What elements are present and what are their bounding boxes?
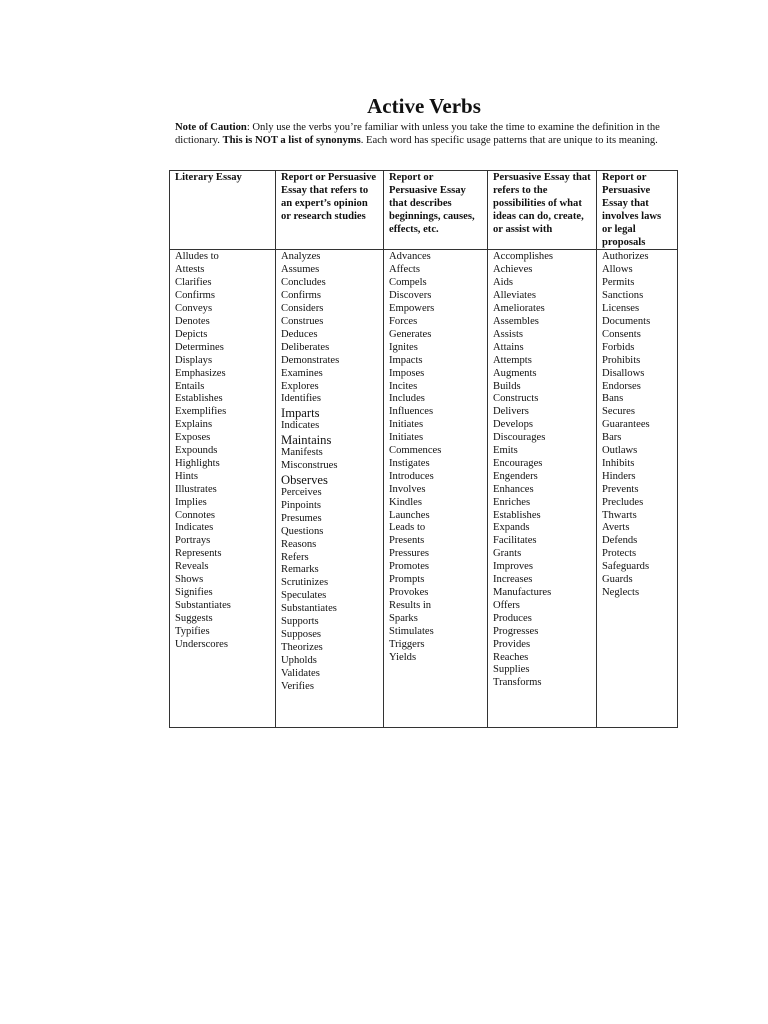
verb-item: Discourages bbox=[493, 432, 546, 444]
verb-item: Illustrates bbox=[175, 483, 217, 495]
verb-item: Typifies bbox=[175, 625, 210, 637]
verb-item: Highlights bbox=[175, 457, 220, 469]
verb-item: Remarks bbox=[281, 564, 319, 576]
verb-item: Denotes bbox=[175, 315, 210, 327]
verb-item: Improves bbox=[493, 561, 534, 573]
verb-item: Transforms bbox=[493, 677, 542, 689]
header-row bbox=[170, 171, 678, 250]
verb-item: Manifests bbox=[281, 447, 323, 459]
verb-item: Alleviates bbox=[493, 290, 536, 302]
verb-item: Achieves bbox=[493, 264, 533, 276]
verb-item: Authorizes bbox=[602, 251, 649, 263]
verb-item: Documents bbox=[602, 315, 651, 327]
verb-item: Facilitates bbox=[493, 535, 537, 547]
verb-item: Pinpoints bbox=[281, 499, 322, 511]
verb-item: Safeguards bbox=[602, 561, 650, 573]
page-title: Active Verbs bbox=[367, 94, 481, 118]
verb-item: Entails bbox=[175, 380, 205, 392]
verb-item: Empowers bbox=[389, 303, 435, 315]
verb-item: Substantiates bbox=[281, 603, 337, 615]
verb-item: Upholds bbox=[281, 654, 317, 666]
verb-item: Encourages bbox=[493, 457, 543, 469]
verb-item: Perceives bbox=[281, 487, 322, 499]
verb-item: Presumes bbox=[281, 512, 322, 524]
verb-item: Protects bbox=[602, 548, 637, 560]
verb-item: Emphasizes bbox=[175, 367, 226, 379]
verb-item: Sanctions bbox=[602, 290, 644, 302]
verb-item: Instigates bbox=[389, 457, 430, 469]
verb-item: Constructs bbox=[493, 393, 539, 405]
verb-item: Triggers bbox=[389, 638, 425, 650]
word-list-expert-opinion bbox=[276, 250, 384, 728]
verb-item: Grants bbox=[493, 548, 522, 560]
caution-text-2: . Each word has specific usage patterns that are unique to its meaning. bbox=[360, 135, 658, 147]
verb-item: Considers bbox=[281, 303, 324, 315]
verb-item: Prevents bbox=[602, 483, 639, 495]
verb-item: Establishes bbox=[175, 393, 223, 405]
verb-item: Manufactures bbox=[493, 587, 552, 598]
verb-item: Alludes to bbox=[175, 251, 219, 263]
verb-item: Exemplifies bbox=[175, 406, 227, 418]
verb-item: Augments bbox=[493, 367, 537, 379]
verb-item: Clarifies bbox=[175, 277, 212, 289]
caution-label: Note of Caution bbox=[175, 122, 247, 133]
verb-item: Deduces bbox=[281, 328, 318, 340]
verb-item: Deliberates bbox=[281, 341, 330, 353]
verb-item: Identifies bbox=[281, 393, 322, 405]
verb-item: Provides bbox=[493, 638, 531, 650]
verb-item: Imposes bbox=[389, 367, 425, 379]
verb-item: Enhances bbox=[493, 483, 534, 495]
verb-item: Questions bbox=[281, 525, 324, 537]
verb-item: Launches bbox=[389, 509, 430, 521]
verb-item: Pressures bbox=[389, 548, 430, 560]
verb-item: Progresses bbox=[493, 625, 539, 637]
verb-item: Refers bbox=[281, 551, 309, 563]
column-header: Literary Essay bbox=[170, 171, 276, 250]
verb-item: Commences bbox=[389, 445, 442, 457]
verb-item: Examines bbox=[281, 367, 323, 379]
verb-item: Assists bbox=[493, 328, 524, 340]
verb-item: Supports bbox=[281, 616, 319, 628]
verb-item: Maintains bbox=[281, 433, 332, 448]
word-list-causes-effects bbox=[384, 250, 488, 728]
verb-item: Initiates bbox=[389, 432, 424, 444]
verb-item: Speculates bbox=[281, 590, 327, 602]
verb-item: Concludes bbox=[281, 277, 326, 289]
verb-item: Assembles bbox=[493, 315, 539, 327]
verb-item: Promotes bbox=[389, 561, 430, 573]
verb-item: Analyzes bbox=[281, 251, 321, 263]
verb-item: Represents bbox=[175, 548, 222, 560]
verb-item: Defends bbox=[602, 535, 638, 547]
verb-item: Precludes bbox=[602, 496, 644, 508]
verb-item: Expands bbox=[493, 522, 530, 534]
verb-item: Discovers bbox=[389, 290, 432, 302]
verb-item: Connotes bbox=[175, 509, 216, 521]
verb-item: Ignites bbox=[389, 341, 418, 353]
verb-item: Reaches bbox=[493, 651, 529, 663]
caution-note bbox=[175, 121, 675, 147]
verb-item: Guarantees bbox=[602, 419, 650, 431]
verb-item: Supplies bbox=[493, 664, 530, 676]
verb-item: Prompts bbox=[389, 574, 425, 586]
verb-item: Shows bbox=[175, 574, 204, 586]
verb-item: Neglects bbox=[602, 587, 640, 598]
verb-item: Offers bbox=[493, 599, 520, 611]
verb-item: Supposes bbox=[281, 629, 322, 640]
verb-item: Engenders bbox=[493, 470, 538, 482]
verb-item: Explains bbox=[175, 419, 213, 431]
verb-item: Attempts bbox=[493, 354, 532, 366]
verb-item: Bars bbox=[602, 432, 622, 444]
verb-item: Establishes bbox=[493, 509, 541, 521]
verb-item: Emits bbox=[493, 445, 518, 457]
verb-item: Outlaws bbox=[602, 445, 638, 457]
verb-item: Influences bbox=[389, 406, 434, 418]
verb-item: Provokes bbox=[389, 587, 429, 598]
verb-item: Attests bbox=[175, 264, 205, 276]
verb-item: Displays bbox=[175, 354, 213, 366]
verb-item: Guards bbox=[602, 574, 633, 586]
verb-item: Substantiates bbox=[175, 599, 231, 611]
verb-item: Permits bbox=[602, 277, 635, 289]
verb-item: Includes bbox=[389, 393, 425, 405]
verbs-table bbox=[169, 170, 678, 728]
verb-item: Develops bbox=[493, 419, 534, 431]
verb-item: Prohibits bbox=[602, 354, 641, 366]
verb-item: Compels bbox=[389, 277, 427, 289]
verb-item: Impacts bbox=[389, 354, 423, 366]
verb-item: Disallows bbox=[602, 367, 645, 379]
verb-item: Builds bbox=[493, 380, 521, 392]
verb-item: Averts bbox=[602, 522, 630, 534]
verb-item: Exposes bbox=[175, 432, 211, 444]
verb-item: Imparts bbox=[281, 406, 320, 421]
verb-item: Demonstrates bbox=[281, 354, 340, 366]
verb-item: Construes bbox=[281, 315, 324, 327]
verb-item: Advances bbox=[389, 251, 431, 263]
word-list-possibilities bbox=[488, 250, 597, 728]
verb-item: Kindles bbox=[389, 496, 422, 508]
caution-text-1: : Only use the verbs you’re familiar with unless you take the time to examine the definition in the dictionary. bbox=[175, 122, 660, 147]
verb-item: Depicts bbox=[175, 328, 208, 340]
verb-item: Ameliorates bbox=[493, 303, 545, 315]
verb-item: Stimulates bbox=[389, 625, 434, 637]
column-header: Report or Persuasive Essay that involves laws or legal proposals bbox=[597, 171, 678, 250]
verb-item: Portrays bbox=[175, 535, 211, 547]
verb-item: Expounds bbox=[175, 445, 218, 457]
verb-item: Enriches bbox=[493, 496, 531, 508]
verb-item: Affects bbox=[389, 264, 420, 276]
verb-item: Introduces bbox=[389, 470, 434, 482]
verb-item: Increases bbox=[493, 574, 533, 586]
verb-item: Generates bbox=[389, 328, 432, 340]
verb-item: Hinders bbox=[602, 470, 636, 482]
verb-item: Aids bbox=[493, 277, 514, 289]
column-header: Report or Persuasive Essay that refers to an expert’s opinion or research studies bbox=[276, 171, 384, 250]
verb-item: Theorizes bbox=[281, 641, 323, 653]
verb-item: Indicates bbox=[175, 522, 214, 534]
verb-item: Determines bbox=[175, 341, 224, 353]
word-list-legal bbox=[597, 250, 678, 728]
verb-item: Produces bbox=[493, 612, 532, 624]
verb-item: Forces bbox=[389, 315, 418, 327]
verb-item: Underscores bbox=[175, 638, 228, 650]
verb-item: Assumes bbox=[281, 264, 320, 276]
verb-item: Endorses bbox=[602, 380, 641, 392]
verb-item: Attains bbox=[493, 341, 524, 353]
verb-item: Leads to bbox=[389, 522, 426, 534]
verb-item: Consents bbox=[602, 328, 641, 340]
verb-item: Licenses bbox=[602, 303, 640, 315]
verb-item: Allows bbox=[602, 264, 633, 276]
verb-item: Bans bbox=[602, 393, 624, 405]
caution-bold-text: This is NOT a list of synonyms bbox=[222, 135, 361, 147]
verb-item: Indicates bbox=[281, 420, 320, 432]
verb-item: Validates bbox=[281, 667, 320, 679]
verb-item: Sparks bbox=[389, 612, 418, 624]
column-header: Persuasive Essay that refers to the possibilities of what ideas can do, create, or assist with bbox=[488, 171, 597, 250]
verb-item: Forbids bbox=[602, 341, 635, 353]
verb-item: Misconstrues bbox=[281, 460, 338, 472]
word-list-literary bbox=[170, 250, 276, 728]
verb-item: Presents bbox=[389, 535, 425, 547]
verb-item: Signifies bbox=[175, 587, 213, 598]
verb-item: Observes bbox=[281, 473, 328, 488]
verb-item: Implies bbox=[175, 496, 207, 508]
verb-item: Confirms bbox=[281, 290, 322, 302]
verb-item: Hints bbox=[175, 470, 198, 482]
verb-item: Thwarts bbox=[602, 509, 637, 521]
verb-item: Incites bbox=[389, 380, 418, 392]
verb-item: Confirms bbox=[175, 290, 216, 302]
column-header: Report or Persuasive Essay that describes beginnings, causes, effects, etc. bbox=[384, 171, 488, 250]
words-row bbox=[170, 250, 678, 728]
verb-item: Delivers bbox=[493, 406, 529, 418]
verb-item: Verifies bbox=[281, 680, 314, 692]
verb-item: Reasons bbox=[281, 538, 317, 550]
verb-item: Inhibits bbox=[602, 457, 635, 469]
verb-item: Suggests bbox=[175, 612, 213, 624]
verb-item: Yields bbox=[389, 651, 417, 663]
verb-item: Initiates bbox=[389, 419, 424, 431]
verb-item: Results in bbox=[389, 599, 432, 611]
verb-item: Conveys bbox=[175, 303, 213, 315]
verb-item: Involves bbox=[389, 483, 426, 495]
verb-item: Secures bbox=[602, 406, 635, 418]
verb-item: Explores bbox=[281, 380, 319, 392]
verb-item: Scrutinizes bbox=[281, 577, 329, 589]
verb-item: Reveals bbox=[175, 561, 209, 573]
verb-item: Accomplishes bbox=[493, 251, 554, 263]
